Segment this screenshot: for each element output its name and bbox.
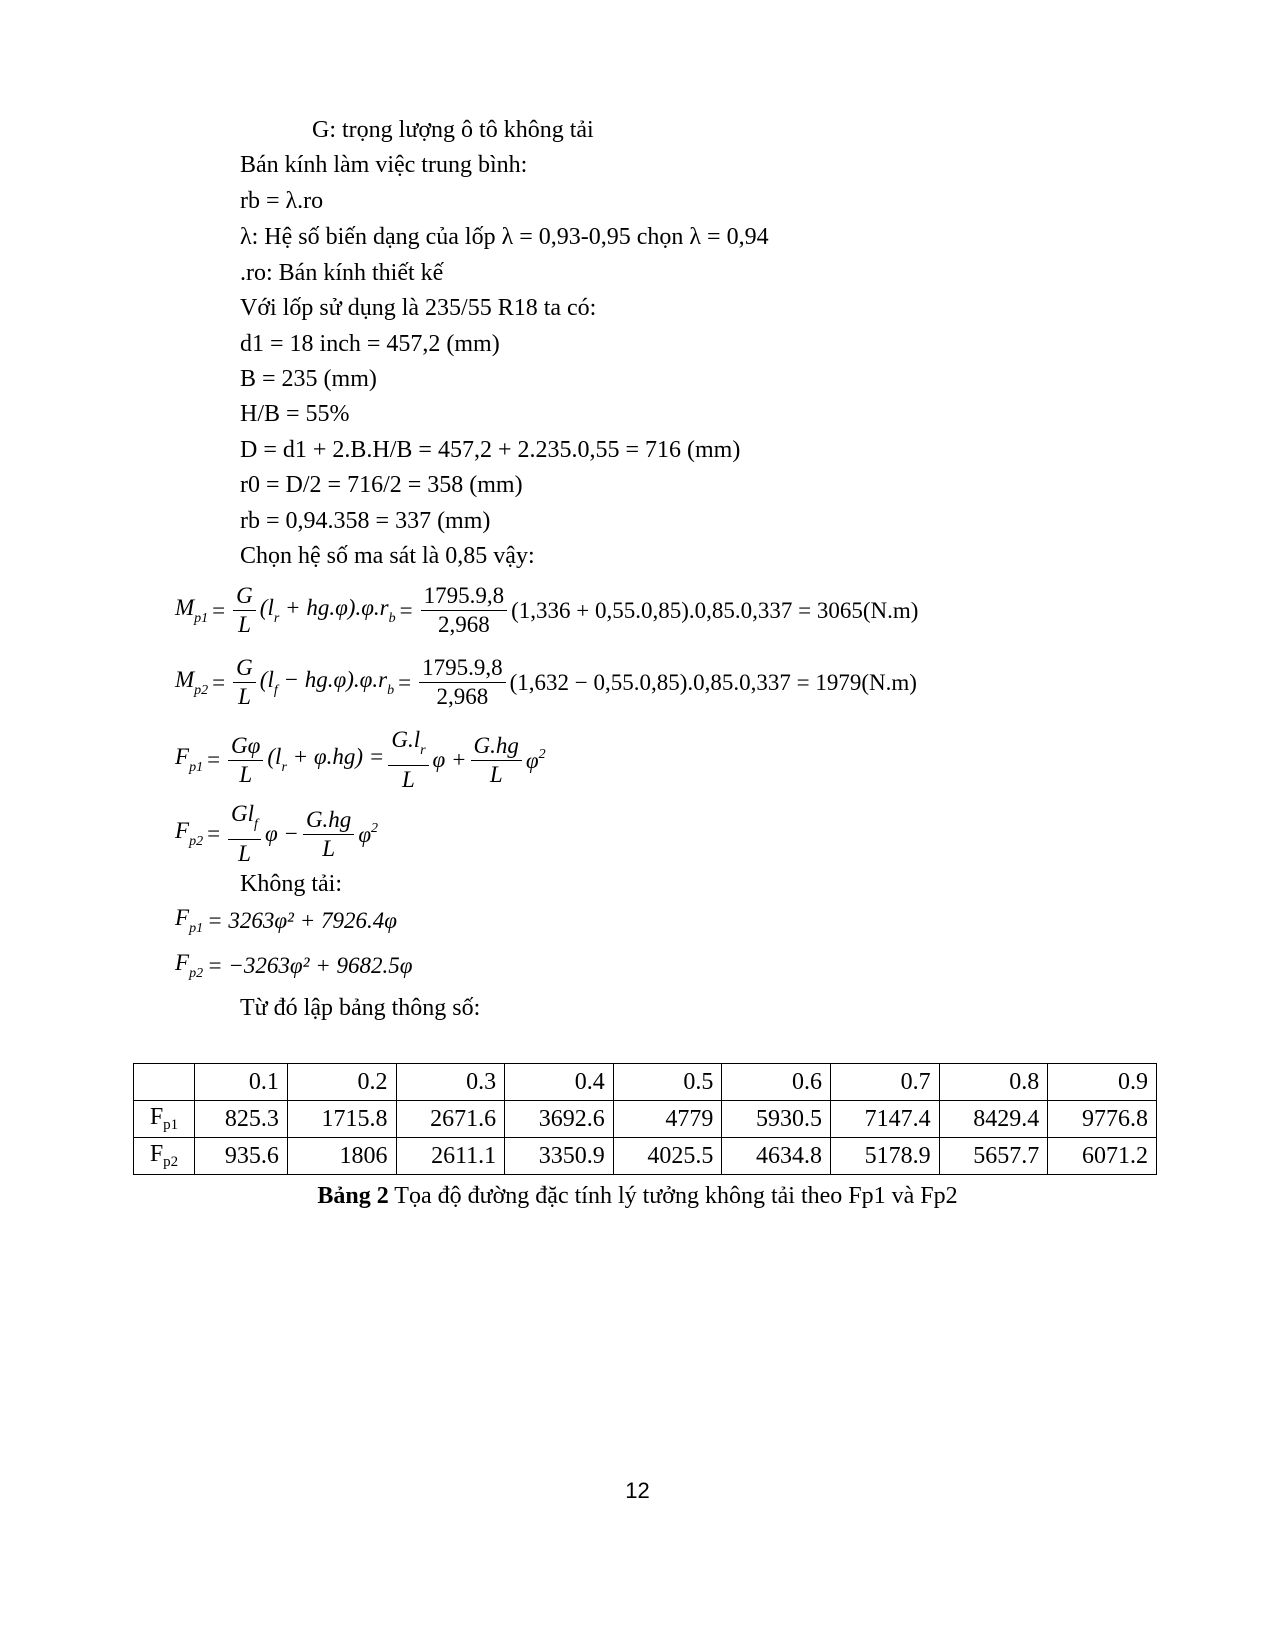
table-cell: 825.3 <box>195 1101 288 1138</box>
header-cell: 0.5 <box>613 1064 722 1101</box>
table-cell: 6071.2 <box>1048 1138 1157 1175</box>
g-over-l-fraction: $\frac{G}{L}$ <box>233 654 256 711</box>
fp2-noload-equation: $F_{p2}$ = −3263φ² + 9682.5φ <box>175 950 413 981</box>
table-cell: 3692.6 <box>505 1101 614 1138</box>
fp1-noload-equation: $F_{p1}$ = 3263φ² + 7926.4φ <box>175 905 397 936</box>
mp2-equation: $M_{p2}$ = $\frac{G}{L}$ $(l_f - hg.\varphi).\varphi.r_b$ = $\frac{1795.9,8}{2,968}$ (1,632 − 0,55.0,85).0,85.0,337 = 1979(N.m) <box>175 655 917 709</box>
fp2-noload-value: = −3263φ² + 9682.5φ <box>207 953 413 978</box>
header-cell: 0.1 <box>195 1064 288 1101</box>
caption-text: Tọa độ đường đặc tính lý tưởng không tải theo Fp1 và Fp2 <box>394 1183 958 1209</box>
ro-definition: .ro: Bán kính thiết kế <box>240 260 444 286</box>
header-cell: 0.9 <box>1048 1064 1157 1101</box>
radius-title: Bán kính làm việc trung bình: <box>240 152 528 178</box>
header-cell: 0.6 <box>722 1064 831 1101</box>
table-header-row <box>134 1064 1157 1101</box>
table-row-fp1 <box>134 1101 1157 1138</box>
fp2-general-equation: $F_{p2}$ = $\frac{Gl_f}{L}$ φ − $\frac{G.hg}{L}$ $\varphi^2$ <box>175 801 379 866</box>
mp1-result: (1,336 + 0,55.0,85).0,85.0,337 = 3065(N.m) <box>511 597 919 623</box>
table-cell: 1715.8 <box>287 1101 396 1138</box>
page-number: 12 <box>625 1478 650 1503</box>
mp1-fraction: $\frac{1795.9,8}{2,968}$ <box>421 582 508 639</box>
table-row-fp2 <box>134 1138 1157 1175</box>
table-cell: 8429.4 <box>939 1101 1048 1138</box>
table-cell: 1806 <box>287 1138 396 1175</box>
friction-choice: Chọn hệ số ma sát là 0,85 vậy: <box>240 543 535 569</box>
b-value: B = 235 (mm) <box>240 366 377 392</box>
header-cell: 0.7 <box>831 1064 940 1101</box>
mp1-symbol: $M_{p1}$ <box>175 594 209 626</box>
table-cell: 3350.9 <box>505 1138 614 1175</box>
mp1-equation: $M_{p1}$ = $\frac{G}{L}$ $(l_r + hg.\varphi).\varphi.r_b$ = $\frac{1795.9,8}{2,968}$ (1,336 + 0,55.0,85).0,85.0,337 = 3065(N.m) <box>175 583 919 637</box>
mp1-expression: $(l_r + hg.\varphi).\varphi.r_b$ <box>259 594 396 626</box>
no-load-label: Không tải: <box>240 871 342 897</box>
d1-value: d1 = 18 inch = 457,2 (mm) <box>240 331 500 357</box>
rb-formula: rb = λ.ro <box>240 188 324 214</box>
table-cell: 2611.1 <box>396 1138 505 1175</box>
g-definition: G: trọng lượng ô tô không tải <box>312 117 594 143</box>
header-cell: 0.8 <box>939 1064 1048 1101</box>
fp1-general-equation: $F_{p1}$ = $\frac{G\varphi}{L}$ $(l_r + \varphi.hg)$ = $\frac{G.l_r}{L}$ φ + $\frac{G.hg}{L}$ $\varphi^2$ <box>175 727 546 792</box>
header-cell: 0.3 <box>396 1064 505 1101</box>
caption-label: Bảng 2 <box>317 1183 389 1209</box>
lambda-definition: λ: Hệ số biến dạng của lốp λ = 0,93-0,95 chọn λ = 0,94 <box>240 224 769 250</box>
g-over-l-fraction: $\frac{G}{L}$ <box>233 582 256 639</box>
mp2-symbol: $M_{p2}$ <box>175 666 209 698</box>
row-label-fp2: $F_{p2}$ <box>134 1138 195 1175</box>
mp2-result: (1,632 − 0,55.0,85).0,85.0,337 = 1979(N.m) <box>509 669 917 695</box>
table-cell: 9776.8 <box>1048 1101 1157 1138</box>
table-intro: Từ đó lập bảng thông số: <box>240 995 481 1021</box>
table-cell: 2671.6 <box>396 1101 505 1138</box>
table-cell: 935.6 <box>195 1138 288 1175</box>
table-cell: 7147.4 <box>831 1101 940 1138</box>
table-cell: 4025.5 <box>613 1138 722 1175</box>
table-cell: 5930.5 <box>722 1101 831 1138</box>
table-caption <box>0 1181 1275 1211</box>
r0-formula: r0 = D/2 = 716/2 = 358 (mm) <box>240 472 523 498</box>
parameter-table <box>133 1063 1157 1175</box>
table-cell: 5657.7 <box>939 1138 1048 1175</box>
tire-intro: Với lốp sử dụng là 235/55 R18 ta có: <box>240 295 597 321</box>
mp2-fraction: $\frac{1795.9,8}{2,968}$ <box>419 654 506 711</box>
header-cell: 0.2 <box>287 1064 396 1101</box>
table-cell: 4634.8 <box>722 1138 831 1175</box>
row-label-fp1: $F_{p1}$ <box>134 1101 195 1138</box>
table-cell: 4779 <box>613 1101 722 1138</box>
table-cell: 5178.9 <box>831 1138 940 1175</box>
table-corner-cell <box>134 1064 195 1101</box>
fp1-noload-value: = 3263φ² + 7926.4φ <box>207 908 397 933</box>
rb-value: rb = 0,94.358 = 337 (mm) <box>240 508 491 534</box>
header-cell: 0.4 <box>505 1064 614 1101</box>
hb-ratio: H/B = 55% <box>240 401 350 427</box>
mp2-expression: $(l_f - hg.\varphi).\varphi.r_b$ <box>259 666 395 698</box>
d-formula: D = d1 + 2.B.H/B = 457,2 + 2.235.0,55 = 716 (mm) <box>240 437 741 463</box>
